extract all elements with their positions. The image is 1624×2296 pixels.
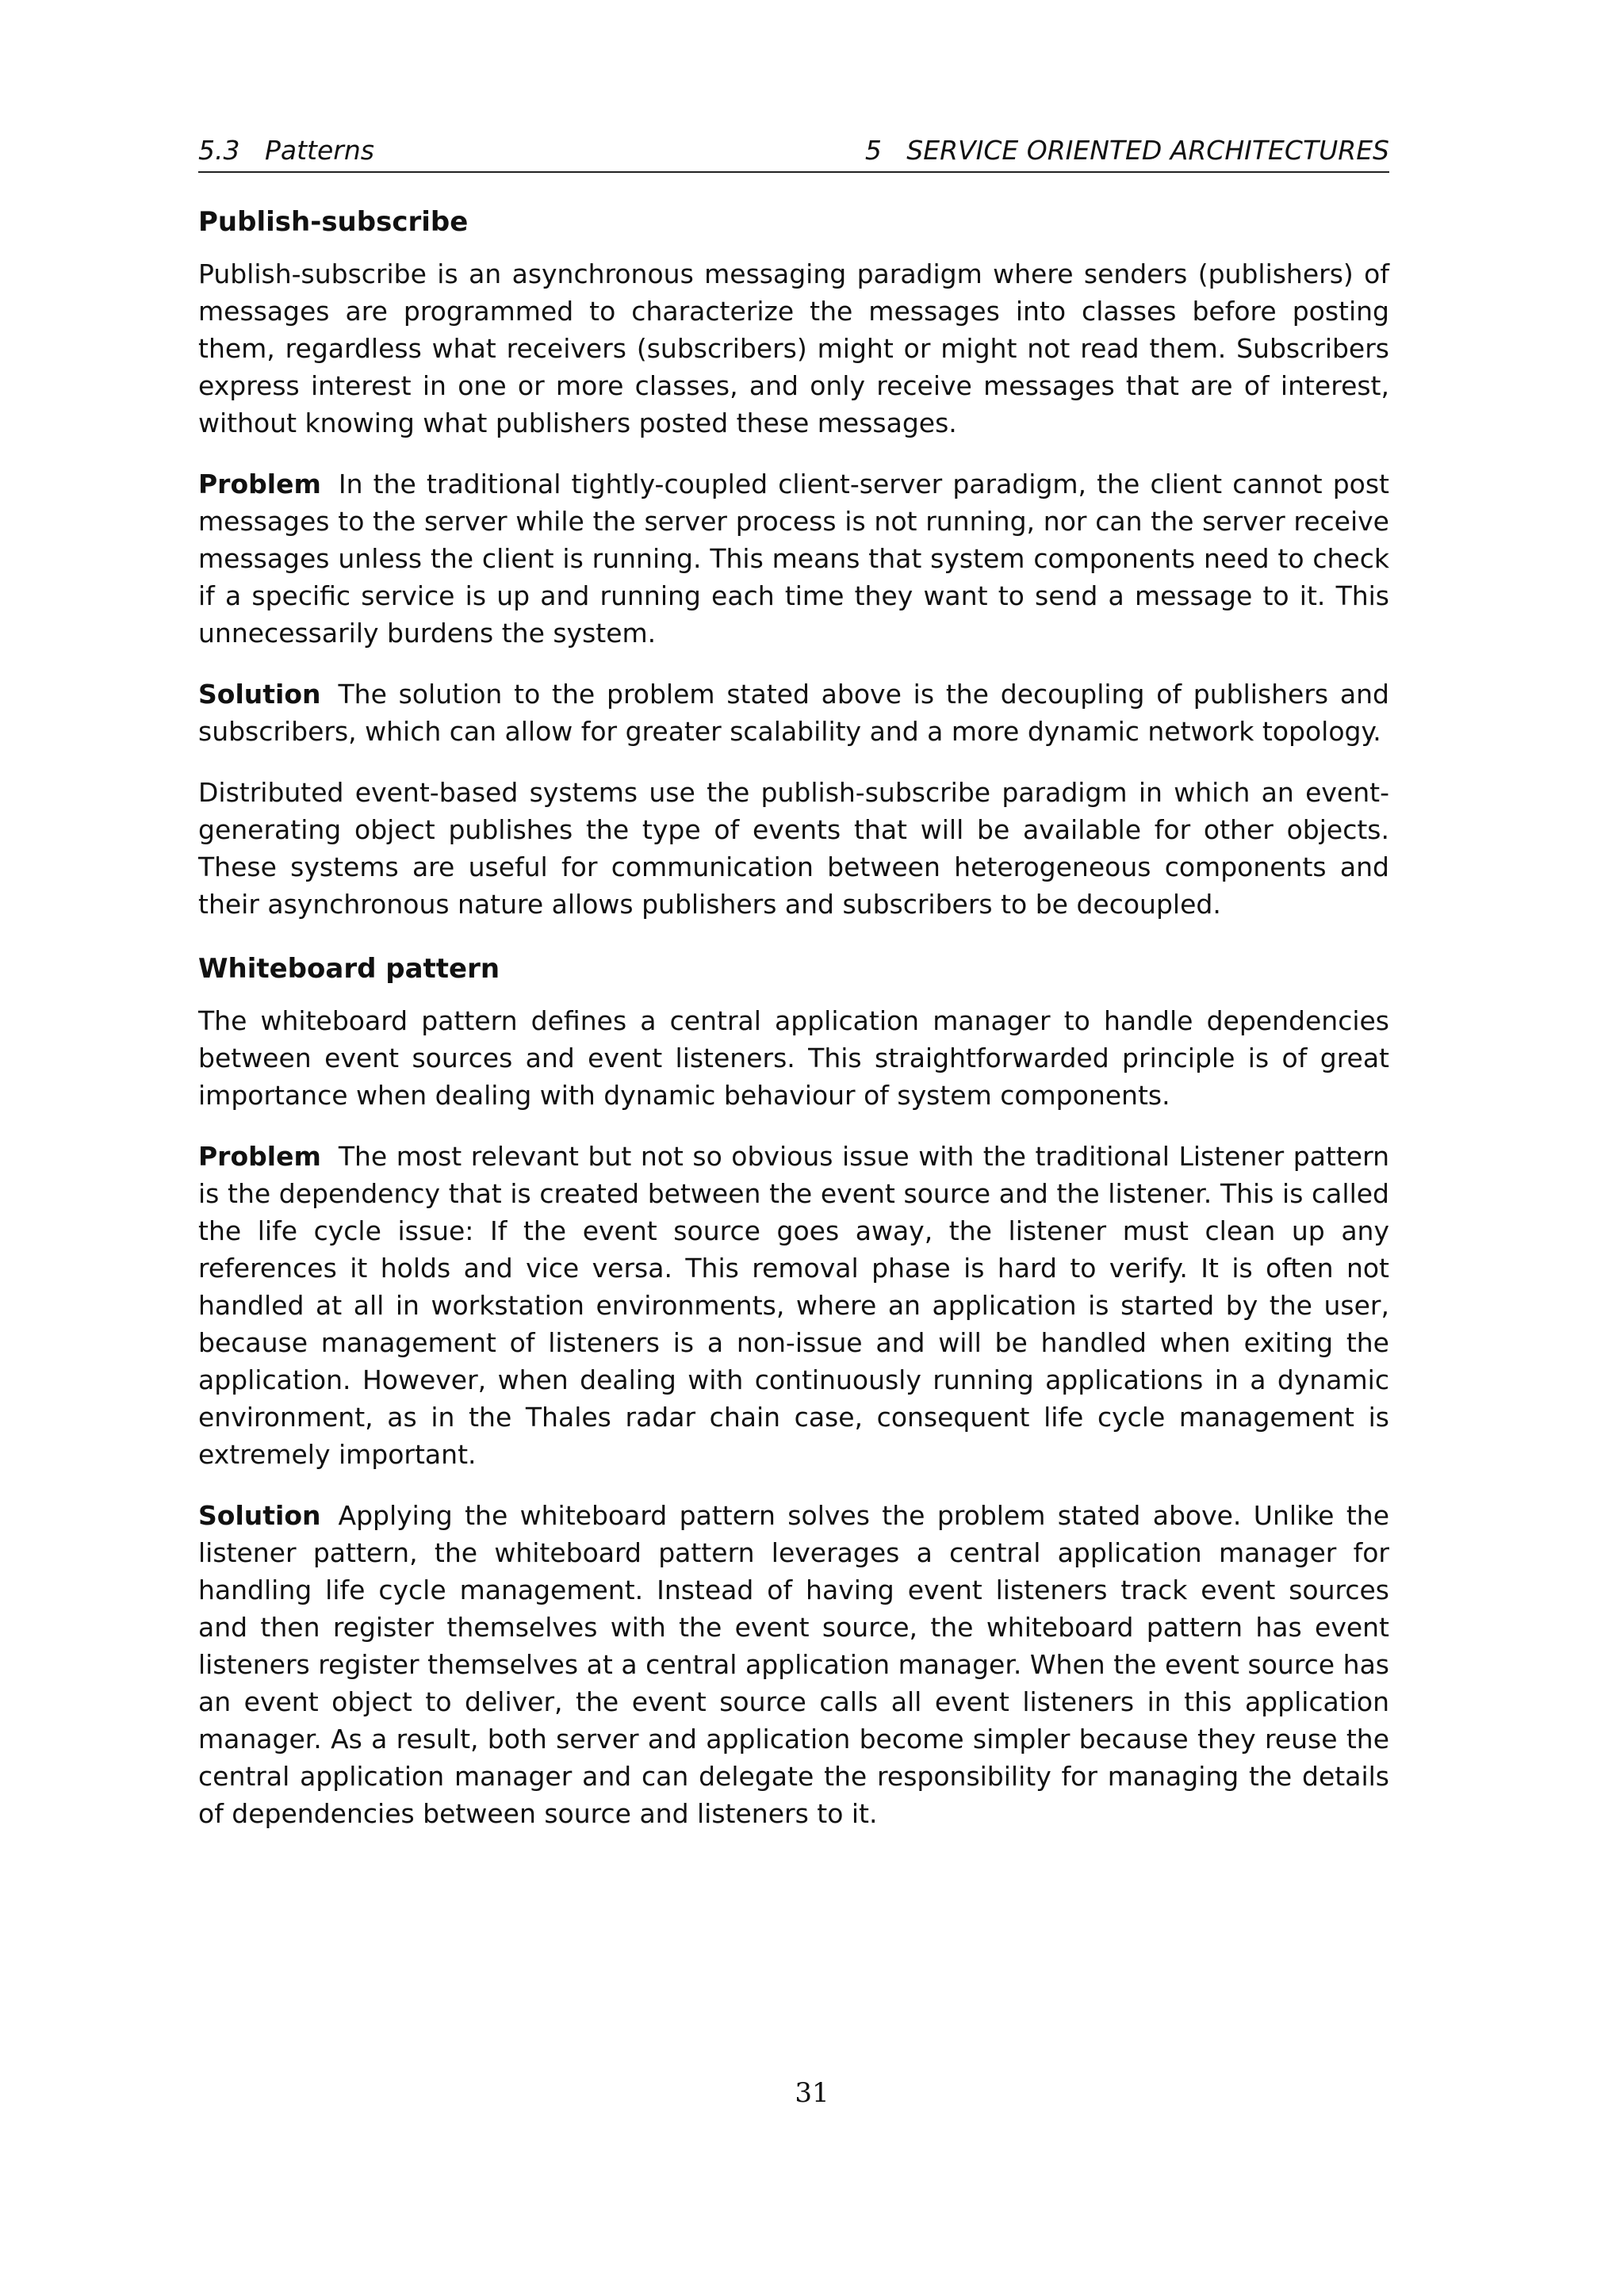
page-body — [198, 135, 1389, 1832]
whiteboard-intro: The whiteboard pattern defines a central application manager to handle dependencies between event sources and event listeners. This straightforwarded principle is of great importance when dealing with dynamic behaviour of system components. — [198, 1005, 1389, 1111]
solution-label: Solution — [198, 679, 321, 710]
publish-subscribe-problem — [198, 465, 1389, 652]
solution-text: The solution to the problem stated above is the decoupling of publishers and subscribers, which can allow for greater scalability and a more dynamic network topology. — [198, 679, 1389, 747]
header-chapter: 5 SERVICE ORIENTED ARCHITECTURES — [864, 135, 1389, 166]
solution-label: Solution — [198, 1500, 321, 1531]
problem-text: The most relevant but not so obvious issue with the traditional Listener pattern is the dependency that is created between the event source and the listener. This is called the life cycle issue: If the event source goes away, the listener must clean up any references it holds and vice versa. This removal phase is hard to verify. It is often not handled at all in workstation environments, where an application is started by the user, because management of listeners is a non-issue and will be handled when exiting the application. However, when dealing with continuously running applications in a dynamic environment, as in the Thales radar chain case, consequent life cycle management is extremely important. — [198, 1141, 1389, 1470]
publish-subscribe-extra: Distributed event-based systems use the publish-subscribe paradigm in which an event-generating object publishes the type of events that will be available for other objects. These systems are useful for communication between heterogeneous components and their asynchronous nature allows publishers and subscribers to be decoupled. — [198, 777, 1389, 920]
problem-text: In the traditional tightly-coupled client-server paradigm, the client cannot post messages to the server while the server process is not running, nor can the server receive messages unless the client is running. This means that system components need to check if a specific service is up and running each time they want to send a message to it. This unnecessarily burdens the system. — [198, 469, 1389, 649]
problem-label: Problem — [198, 469, 321, 499]
whiteboard-problem — [198, 1138, 1389, 1473]
solution-text: Applying the whiteboard pattern solves the problem stated above. Unlike the listener pattern, the whiteboard pattern leverages a central application manager for handling life cycle management. Instead of having event listeners track event sources and then register themselves with the event source, the whiteboard pattern has event listeners register themselves at a central application manager. When the event source has an event object to deliver, the event source calls all event listeners in this application manager. As a result, both server and application become simpler because they reuse the central application manager and can delegate the responsibility for managing the details of dependencies between source and listeners to it. — [198, 1500, 1389, 1829]
whiteboard-solution — [198, 1497, 1389, 1832]
running-header — [198, 135, 1389, 173]
section-heading-publish-subscribe: Publish-subscribe — [198, 206, 469, 238]
publish-subscribe-intro: Publish-subscribe is an asynchronous messaging paradigm where senders (publishers) of messages are programmed to characterize the messages into classes before posting them, regardless what receivers (subscribers) might or might not read them. Subscribers express interest in one or more classes, and only receive messages that are of interest, without knowing what publishers posted these messages. — [198, 258, 1389, 438]
header-section: 5.3 Patterns — [198, 135, 374, 166]
section-heading-whiteboard: Whiteboard pattern — [198, 953, 500, 985]
page-number: 31 — [795, 2077, 829, 2109]
publish-subscribe-solution — [198, 675, 1389, 750]
problem-label: Problem — [198, 1141, 321, 1172]
